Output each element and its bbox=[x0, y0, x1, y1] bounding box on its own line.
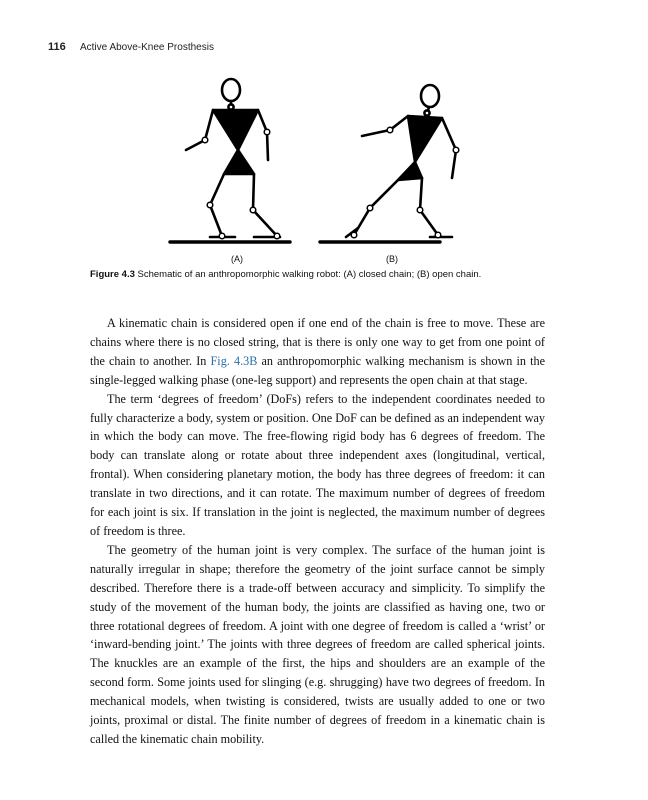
subfigure-label-b: (B) bbox=[386, 254, 398, 264]
page-number: 116 bbox=[48, 41, 66, 53]
subfigure-label-a: (A) bbox=[231, 254, 243, 264]
running-title: Active Above-Knee Prosthesis bbox=[79, 42, 214, 53]
figure-caption bbox=[90, 269, 560, 280]
paragraph-1-text-a: A kinematic chain is considered open if one end of the chain is free to move. These are chains where there is no closed string, that is there is only one way to get from one point of the chain to another. In bbox=[90, 316, 545, 368]
caption-text: Schematic of an anthropomorphic walking robot: (A) closed chain; (B) open chain. bbox=[137, 269, 482, 280]
paragraph-1 bbox=[90, 314, 545, 390]
paragraph-2: The term ‘degrees of freedom’ (DoFs) refers to the independent coordinates needed to fully characterize a body, system or position. One DoF can be defined as an independent way in which the body can move. The free-flowing rigid body has 6 degrees of freedom. The body can translate along or rotate about three independent axes (longitudinal, vertical, frontal). When considering planetary motion, the body has three degrees of freedom: it can translate in two directions, and it can rotate. The maximum number of degrees of freedom for each joint is six. If translation in the joint is neglected, the maximum number of degrees of freedom is three. bbox=[90, 391, 545, 538]
walking-robot-figure bbox=[150, 70, 510, 255]
robot-b bbox=[346, 85, 459, 238]
figure-reference-link[interactable]: Fig. 4.3B bbox=[210, 353, 258, 368]
body-text bbox=[90, 314, 545, 749]
paragraph-3: The geometry of the human joint is very complex. The surface of the human joint is naturally irregular in shape; therefore the geometry of the joint surface cannot be simply described. Therefore there is a trade-off between accuracy and simplicity. To simplify the study of the movement of the human body, the joints are classified as having one, two or three rotational degrees of freedom. A joint with one degree of freedom is called a ‘wrist’ or ‘inward-bending joint.’ The joints with three degrees of freedom are called spherical joints. The knuckles are an example of the first, the hips and shoulders are an example of the second form. Some joints used for slinging (e.g. shrugging) have two degrees of freedom. In mechanical models, when twisting is considered, twists are usually added to one or two joints, proximal or distal. The finite number of degrees of freedom in a kinematic chain is called the kinematic chain mobility. bbox=[90, 542, 545, 746]
caption-label: Figure 4.3 bbox=[90, 269, 135, 280]
paragraph-1-text-b: an anthropomorphic walking mechanism is shown in the single-legged walking phase (one-leg support) and represents the open chain at that stage. bbox=[90, 353, 545, 387]
robot-a bbox=[186, 79, 280, 239]
running-header bbox=[48, 41, 214, 53]
